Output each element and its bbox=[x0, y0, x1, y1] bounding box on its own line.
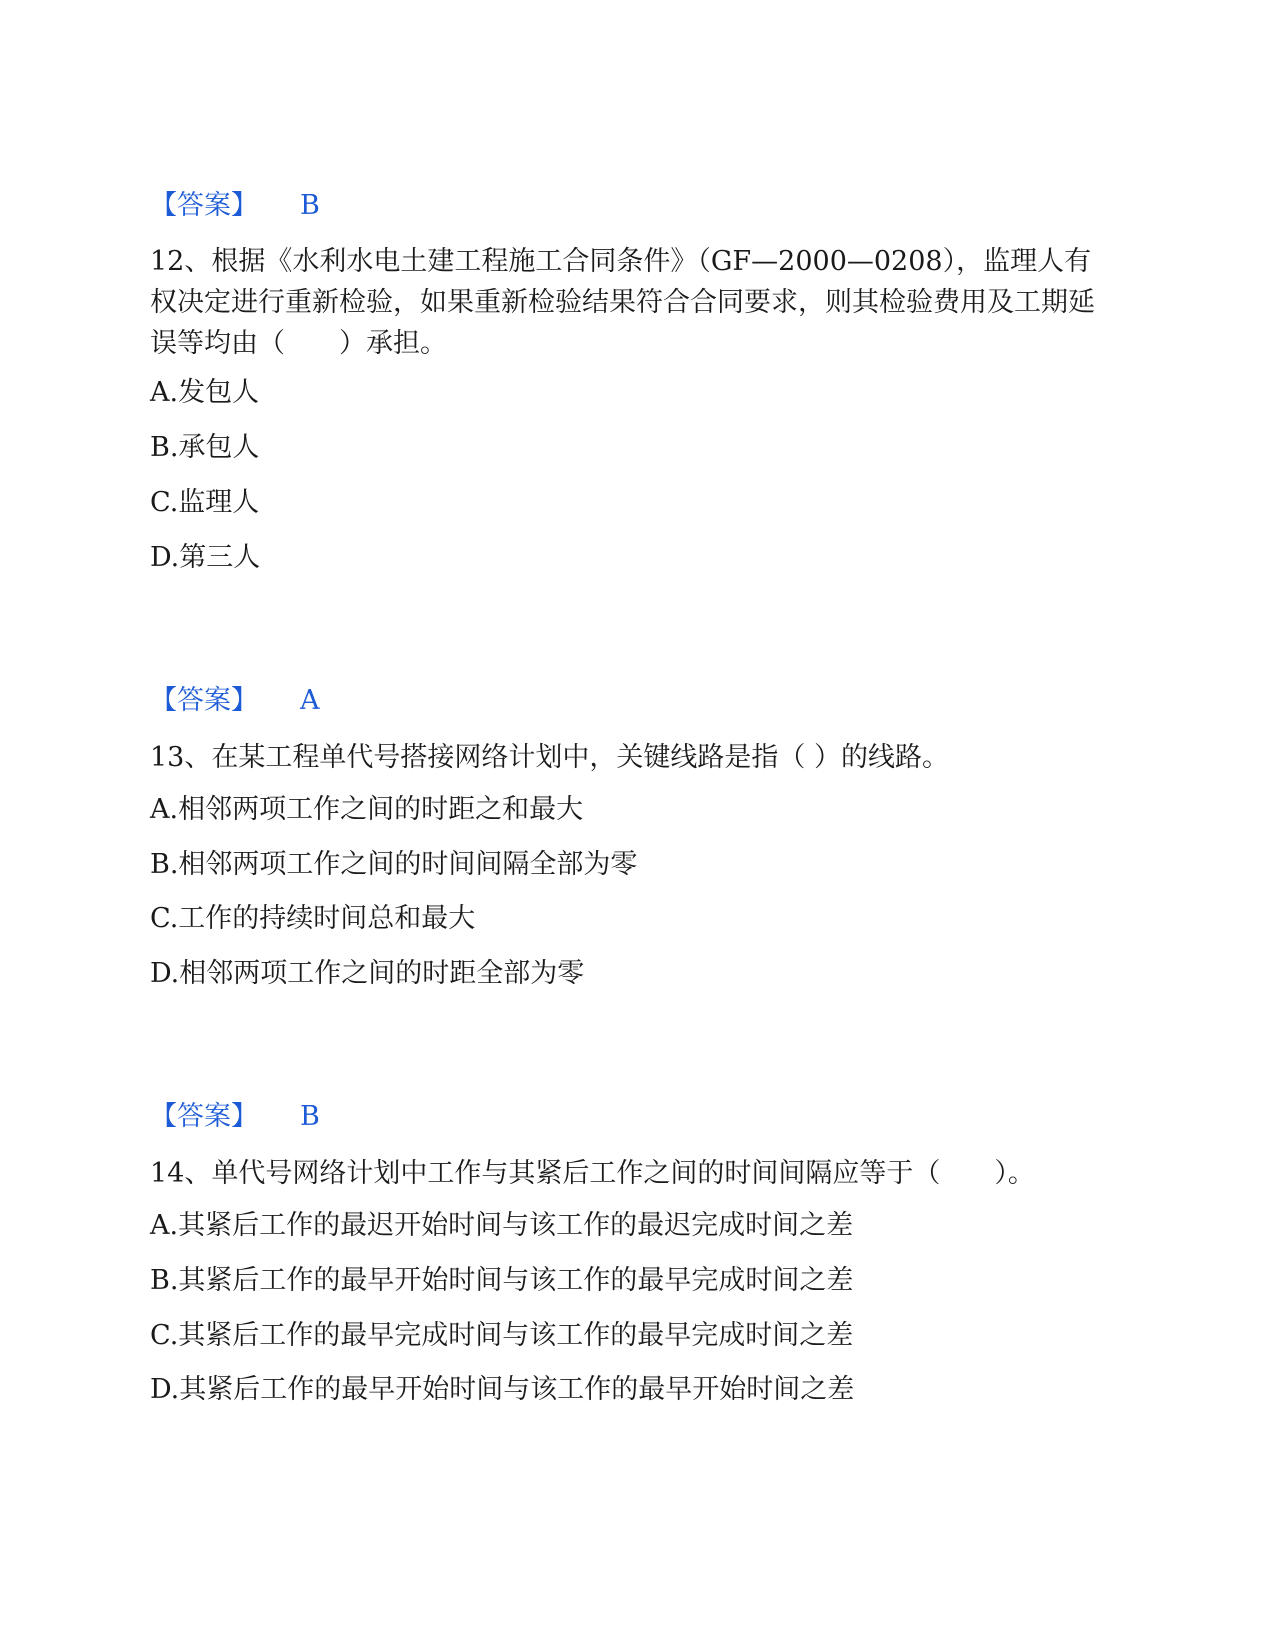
option-d: D.相邻两项工作之间的时距全部为零 bbox=[150, 958, 585, 989]
answer-label: 【答案】 bbox=[150, 685, 258, 716]
option-c: C.其紧后工作的最早完成时间与该工作的最早完成时间之差 bbox=[150, 1320, 854, 1351]
answer-label: 【答案】 bbox=[150, 190, 258, 221]
option-c: C.工作的持续时间总和最大 bbox=[150, 903, 476, 934]
option-a: A.相邻两项工作之间的时距之和最大 bbox=[150, 794, 584, 825]
option-b: B.承包人 bbox=[150, 432, 260, 463]
answer-line bbox=[150, 188, 320, 224]
answer-line bbox=[150, 1099, 320, 1135]
question-text: 13、在某工程单代号搭接网络计划中，关键线路是指（ ）的线路。 bbox=[150, 742, 949, 773]
option-a: A.发包人 bbox=[150, 377, 260, 408]
answer-value: B bbox=[300, 1101, 320, 1132]
option-b: B.其紧后工作的最早开始时间与该工作的最早完成时间之差 bbox=[150, 1265, 854, 1296]
question-text: 14、单代号网络计划中工作与其紧后工作之间的时间间隔应等于（ ）。 bbox=[150, 1158, 1035, 1189]
option-d: D.第三人 bbox=[150, 542, 261, 573]
option-c: C.监理人 bbox=[150, 487, 260, 518]
answer-value: A bbox=[300, 685, 320, 716]
answer-line bbox=[150, 683, 320, 719]
answer-value: B bbox=[300, 190, 320, 221]
option-b: B.相邻两项工作之间的时间间隔全部为零 bbox=[150, 849, 638, 880]
question-text: 12、根据《水利水电土建工程施工合同条件》（GF—2000—0208），监理人有权决定进行重新检验，如果重新检验结果符合合同要求，则其检验费用及工期延误等均由（ ）承担。 bbox=[150, 246, 1095, 359]
option-d: D.其紧后工作的最早开始时间与该工作的最早开始时间之差 bbox=[150, 1374, 855, 1405]
answer-label: 【答案】 bbox=[150, 1101, 258, 1132]
option-a: A.其紧后工作的最迟开始时间与该工作的最迟完成时间之差 bbox=[150, 1210, 854, 1241]
